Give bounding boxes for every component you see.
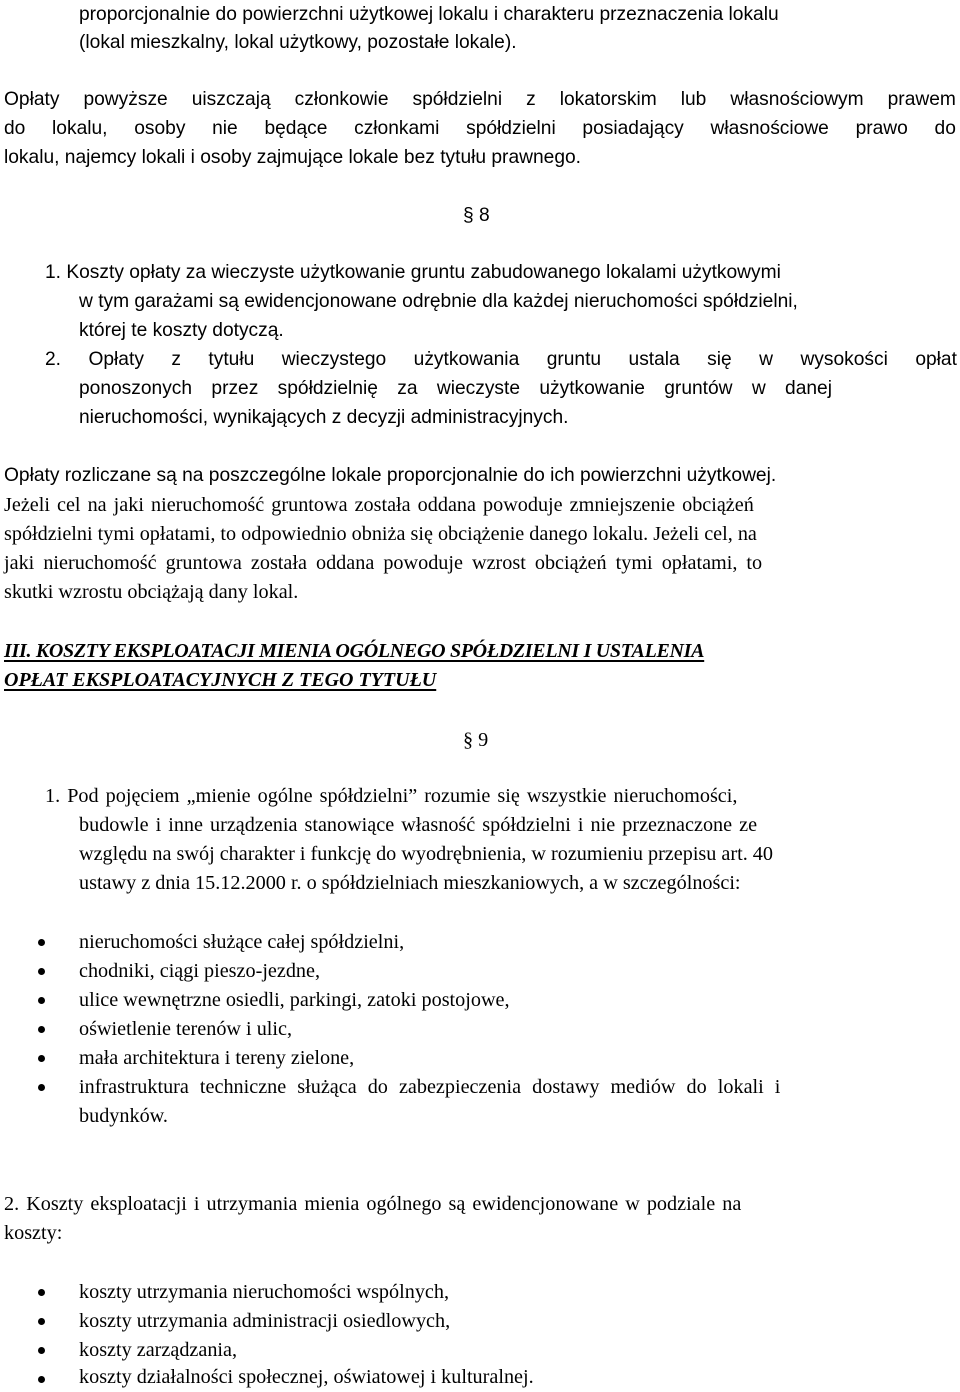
text-line: lokalu, najemcy lokali i osoby zajmujące lokale bez tytułu prawnego.: [4, 147, 581, 168]
section-heading: § 9: [463, 729, 489, 751]
bullet-icon: [38, 997, 45, 1004]
text-line: ponoszonych przez spółdzielnię za wieczyste użytkowanie gruntów w danej: [79, 378, 832, 399]
list-item: oświetlenie terenów i ulic,: [79, 1018, 293, 1040]
text-line: Jeżeli cel na jaki nieruchomość gruntowa została oddana powoduje zmniejszenie obciążeń: [4, 494, 754, 516]
chapter-heading-continued: OPŁAT EKSPLOATACYJNYCH Z TEGO TYTUŁU: [4, 669, 437, 691]
text-line: proporcjonalnie do powierzchni użytkowej lokalu i charakteru przeznaczenia lokalu: [79, 4, 779, 25]
text-line: koszty:: [4, 1222, 63, 1244]
text-line: 1. Pod pojęciem „mienie ogólne spółdzielni” rozumie się wszystkie nieruchomości,: [45, 785, 738, 807]
bullet-icon: [38, 1026, 45, 1033]
text-line: względu na swój charakter i funkcję do wyodrębnienia, w rozumieniu przepisu art. 40: [79, 843, 773, 865]
text-line: budowle i inne urządzenia stanowiące własność spółdzielni i nie przeznaczone ze: [79, 814, 758, 836]
text-line: 2. Opłaty z tytułu wieczystego użytkowania gruntu ustala się w wysokości opłat: [45, 349, 957, 370]
list-item: mała architektura i tereny zielone,: [79, 1047, 355, 1069]
text-line: Opłaty rozliczane są na poszczególne lokale proporcjonalnie do ich powierzchni użytkowej.: [4, 465, 777, 486]
bullet-icon: [38, 1084, 45, 1091]
text-line: ustawy z dnia 15.12.2000 r. o spółdzielniach mieszkaniowych, a w szczególności:: [79, 872, 741, 894]
text-line: (lokal mieszkalny, lokal użytkowy, pozostałe lokale).: [79, 32, 517, 53]
bullet-icon: [38, 1318, 45, 1325]
bullet-icon: [38, 968, 45, 975]
list-item: koszty zarządzania,: [79, 1339, 238, 1361]
text-line: skutki wzrostu obciążają dany lokal.: [4, 581, 299, 603]
text-line: w tym garażami są ewidencjonowane odrębnie dla każdej nieruchomości spółdzielni,: [79, 291, 798, 312]
list-item: chodniki, ciągi pieszo-jezdne,: [79, 960, 321, 982]
text-line: nieruchomości, wynikających z decyzji administracyjnych.: [79, 407, 569, 428]
list-item: koszty utrzymania nieruchomości wspólnych,: [79, 1281, 450, 1303]
text-line: 2. Koszty eksploatacji i utrzymania mienia ogólnego są ewidencjonowane w podziale na: [4, 1193, 742, 1215]
text-line: której te koszty dotyczą.: [79, 320, 284, 341]
text-line: Opłaty powyższe uiszczają członkowie spółdzielni z lokatorskim lub własnościowym prawem: [4, 89, 956, 110]
text-line: 1. Koszty opłaty za wieczyste użytkowanie gruntu zabudowanego lokalami użytkowymi: [45, 262, 781, 283]
bullet-icon: [38, 1289, 45, 1296]
bullet-icon: [38, 1347, 45, 1354]
bullet-icon: [38, 1376, 45, 1383]
list-item: koszty działalności społecznej, oświatowej i kulturalnej.: [79, 1366, 534, 1388]
text-line: do lokalu, osoby nie będące członkami spółdzielni posiadający własnościowe prawo do: [4, 118, 956, 139]
chapter-heading: III. KOSZTY EKSPLOATACJI MIENIA OGÓLNEGO SPÓŁDZIELNI I USTALENIA: [4, 640, 705, 662]
text-line: jaki nieruchomość gruntowa została oddana powoduje wzrost obciążeń tymi opłatami, to: [4, 552, 763, 574]
bullet-icon: [38, 1055, 45, 1062]
list-item-continued: budynków.: [79, 1105, 168, 1127]
section-heading: § 8: [463, 205, 490, 226]
list-item: ulice wewnętrzne osiedli, parkingi, zatoki postojowe,: [79, 989, 510, 1011]
text-line: spółdzielni tymi opłatami, to odpowiednio obniża się obciążenie danego lokalu. Jeżeli cel, na: [4, 523, 757, 545]
bullet-icon: [38, 939, 45, 946]
list-item: koszty utrzymania administracji osiedlowych,: [79, 1310, 451, 1332]
list-item: nieruchomości służące całej spółdzielni,: [79, 931, 405, 953]
list-item: infrastruktura techniczne służąca do zabezpieczenia dostawy mediów do lokali i: [79, 1076, 781, 1098]
